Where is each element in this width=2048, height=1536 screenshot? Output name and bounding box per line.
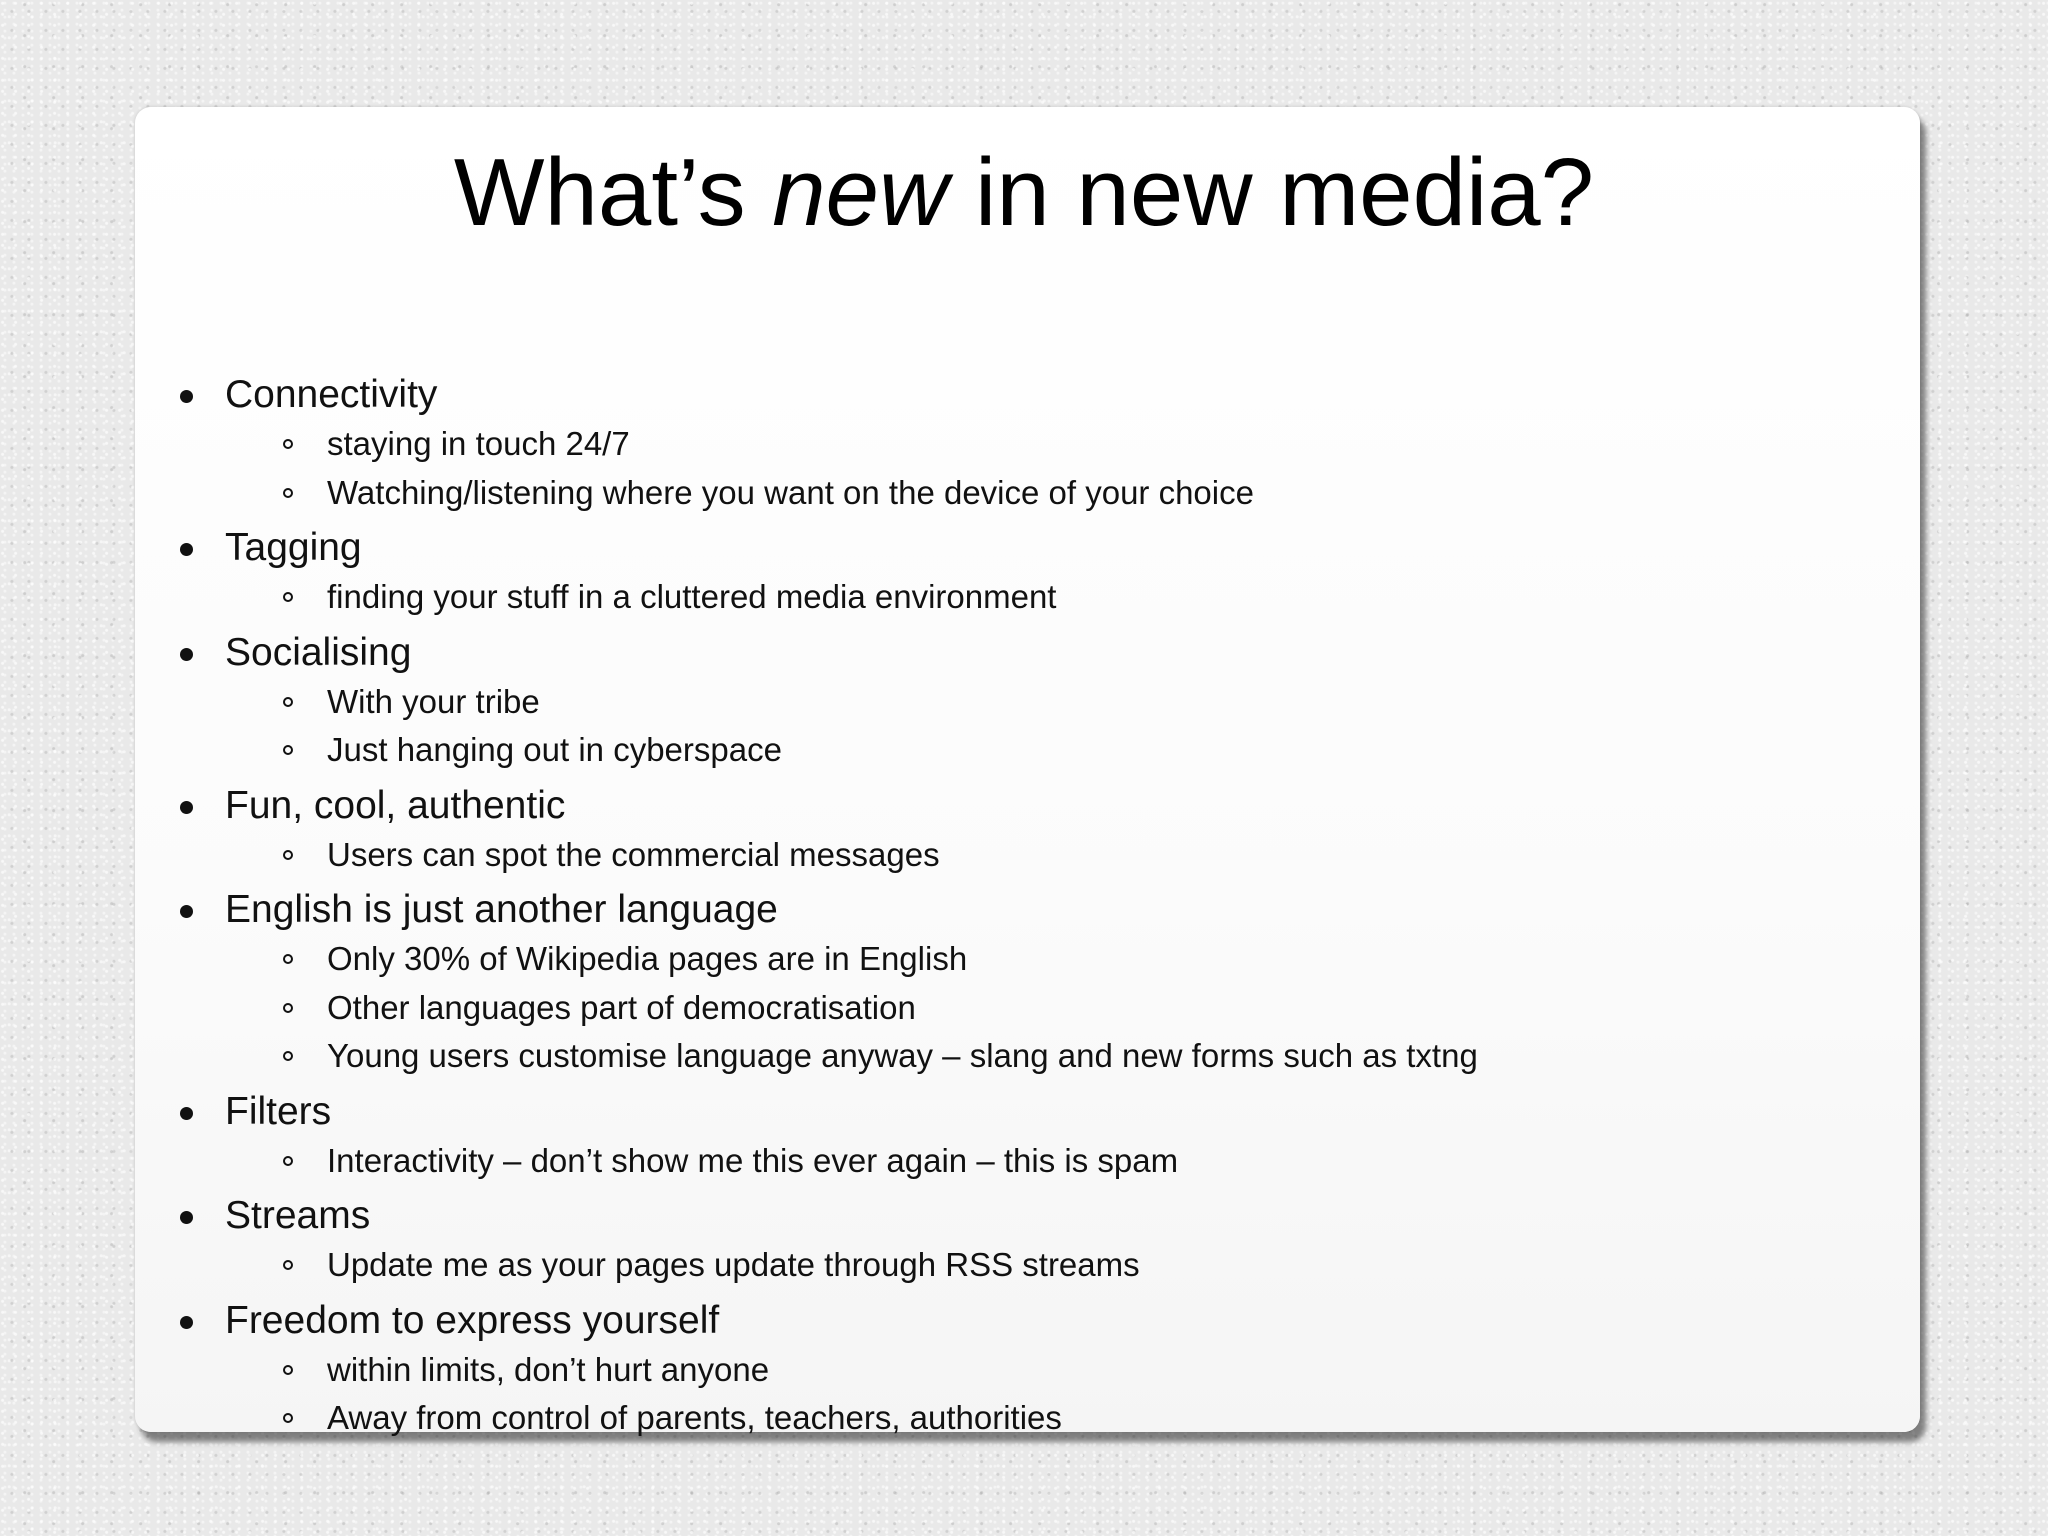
sub-bullet-text: Other languages part of democratisation — [327, 988, 916, 1026]
sub-bullet-list — [225, 1137, 2048, 1186]
sub-bullet-text: staying in touch 24/7 — [327, 425, 630, 462]
sub-bullet-text: finding your stuff in a cluttered media environment — [327, 578, 1057, 615]
sub-bullet-text: Watching/listening where you want on the device of your choice — [327, 473, 1254, 511]
bullet-text: English is just another language — [225, 888, 778, 931]
sub-bullet-list — [225, 1241, 2048, 1290]
bullet-item — [0, 1296, 2048, 1443]
hollow-circle-icon — [283, 488, 293, 498]
bullet-dot-icon — [180, 648, 193, 661]
hollow-circle-icon — [283, 1365, 293, 1375]
bullet-dot-icon — [180, 1107, 193, 1120]
bullet-item — [0, 370, 2048, 517]
sub-bullet-list — [225, 935, 2048, 1081]
sub-bullet-item — [0, 573, 2048, 622]
sub-bullet-item — [0, 935, 2048, 984]
bullet-item — [0, 628, 2048, 775]
sub-bullet-list — [225, 573, 2048, 622]
hollow-circle-icon — [283, 745, 293, 755]
sub-bullet-text: Just hanging out in cyberspace — [327, 731, 782, 768]
slide-title — [0, 138, 2048, 248]
hollow-circle-icon — [283, 697, 293, 707]
bullet-dot-icon — [180, 1211, 193, 1224]
hollow-circle-icon — [283, 1003, 293, 1013]
sub-bullet-item — [0, 1394, 2048, 1443]
bullet-dot-icon — [180, 1316, 193, 1329]
bullet-text: Tagging — [225, 526, 362, 569]
bullet-item — [0, 1087, 2048, 1186]
sub-bullet-item — [0, 1137, 2048, 1186]
bullet-text: Filters — [225, 1089, 332, 1133]
sub-bullet-item — [0, 831, 2048, 880]
bullet-item — [0, 885, 2048, 1081]
bullet-dot-icon — [180, 543, 193, 556]
bullet-text: Streams — [225, 1194, 371, 1237]
sub-bullet-text: within limits, don’t hurt anyone — [327, 1350, 770, 1388]
bullet-text: Connectivity — [225, 373, 438, 416]
bullet-text: Socialising — [225, 630, 412, 674]
hollow-circle-icon — [283, 1260, 293, 1270]
sub-bullet-item — [0, 1032, 2048, 1081]
sub-bullet-item — [0, 678, 2048, 727]
bullet-dot-icon — [180, 390, 193, 403]
bullet-text: Fun, cool, authentic — [225, 783, 566, 827]
hollow-circle-icon — [283, 850, 293, 860]
bullet-list — [0, 370, 2048, 1443]
sub-bullet-text: Only 30% of Wikipedia pages are in English — [327, 940, 968, 977]
sub-bullet-item — [0, 726, 2048, 775]
sub-bullet-item — [0, 984, 2048, 1033]
hollow-circle-icon — [283, 439, 293, 449]
sub-bullet-list — [225, 1346, 2048, 1443]
hollow-circle-icon — [283, 1413, 293, 1423]
hollow-circle-icon — [283, 1156, 293, 1166]
bullet-text: Freedom to express yourself — [225, 1298, 720, 1342]
bullet-dot-icon — [180, 905, 193, 918]
sub-bullet-text: Users can spot the commercial messages — [327, 835, 940, 873]
sub-bullet-item — [0, 469, 2048, 518]
hollow-circle-icon — [283, 1051, 293, 1061]
bullet-item — [0, 523, 2048, 622]
sub-bullet-text: Young users customise language anyway – slang and new forms such as txtng — [327, 1037, 1478, 1074]
sub-bullet-list — [225, 831, 2048, 880]
sub-bullet-text: Update me as your pages update through RSS streams — [327, 1246, 1140, 1283]
title-text-before: What’s — [453, 139, 746, 246]
sub-bullet-text: Away from control of parents, teachers, authorities — [327, 1399, 1062, 1436]
bullet-item — [0, 781, 2048, 880]
bullet-dot-icon — [180, 801, 193, 814]
bullet-item — [0, 1191, 2048, 1290]
title-text-after: in new media? — [975, 139, 1595, 246]
hollow-circle-icon — [283, 592, 293, 602]
sub-bullet-list — [225, 678, 2048, 775]
sub-bullet-text: Interactivity – don’t show me this ever again – this is spam — [327, 1141, 1179, 1179]
hollow-circle-icon — [283, 954, 293, 964]
sub-bullet-list — [225, 420, 2048, 517]
sub-bullet-item — [0, 1241, 2048, 1290]
sub-bullet-text: With your tribe — [327, 682, 540, 720]
sub-bullet-item — [0, 1346, 2048, 1395]
title-emphasis: new — [772, 139, 949, 246]
sub-bullet-item — [0, 420, 2048, 469]
